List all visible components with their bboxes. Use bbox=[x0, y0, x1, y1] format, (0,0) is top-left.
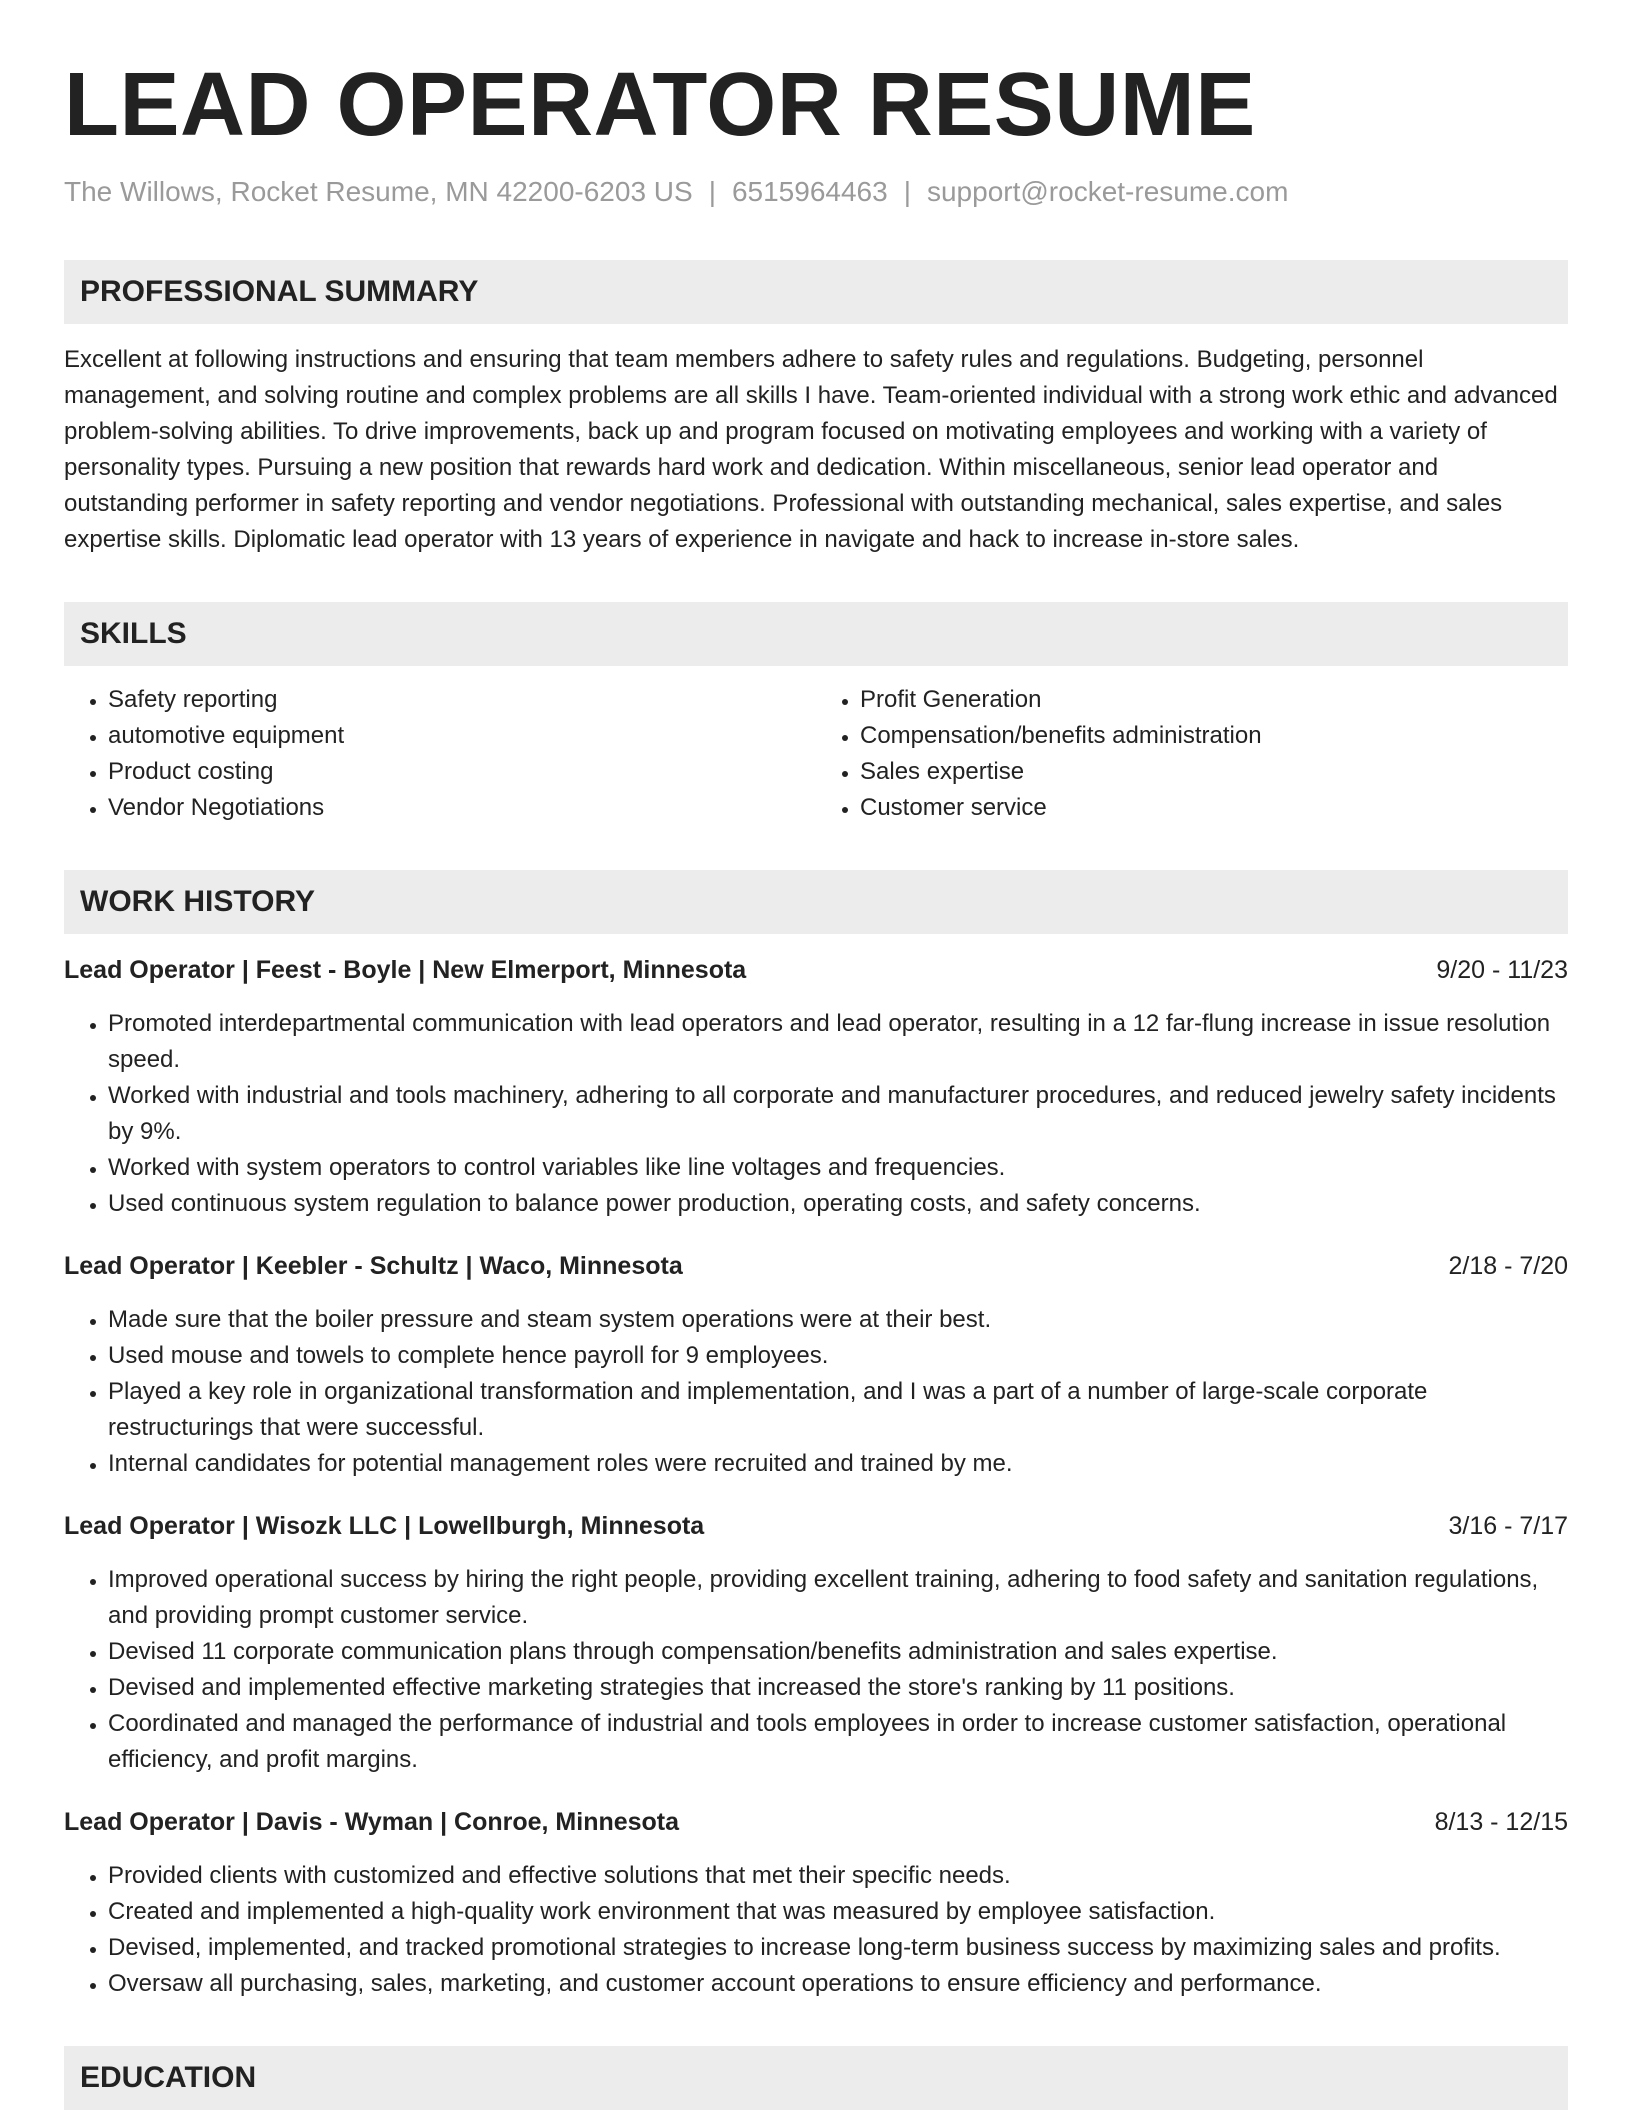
job-bullet: • Worked with system operators to control variables like line voltages and frequencies. bbox=[108, 1150, 1568, 1186]
contact-separator: | bbox=[708, 176, 716, 207]
section-heading-work-history: WORK HISTORY bbox=[64, 870, 1568, 934]
job-header bbox=[64, 1248, 1568, 1284]
job-bullet: • Promoted interdepartmental communication with lead operators and lead operator, resulting in a 12 far-flung increase in issue resolution speed. bbox=[108, 1006, 1568, 1078]
job-bullets bbox=[64, 1562, 1568, 1778]
job-bullet: • Provided clients with customized and effective solutions that met their specific needs. bbox=[108, 1858, 1568, 1894]
job-bullet: • Devised, implemented, and tracked promotional strategies to increase long-term business success by maximizing sales and profits. bbox=[108, 1930, 1568, 1966]
job-dates: 3/16 - 7/17 bbox=[1448, 1512, 1568, 1540]
job-bullet: • Oversaw all purchasing, sales, marketing, and customer account operations to ensure efficiency and performance. bbox=[108, 1966, 1568, 2002]
job-bullets bbox=[64, 1858, 1568, 2002]
skills-column-right bbox=[816, 682, 1568, 826]
job-header bbox=[64, 952, 1568, 988]
skill-item: • Vendor Negotiations bbox=[108, 790, 816, 826]
contact-line bbox=[64, 172, 1568, 212]
section-heading-summary: PROFESSIONAL SUMMARY bbox=[64, 260, 1568, 324]
skill-item: • Compensation/benefits administration bbox=[860, 718, 1568, 754]
job-bullet: • Improved operational success by hiring the right people, providing excellent training, adhering to food safety and sanitation regulations, and providing prompt customer service. bbox=[108, 1562, 1568, 1634]
job-bullet: • Devised and implemented effective marketing strategies that increased the store's ranking by 11 positions. bbox=[108, 1670, 1568, 1706]
job-bullet: • Coordinated and managed the performance of industrial and tools employees in order to increase customer satisfaction, operational efficiency, and profit margins. bbox=[108, 1706, 1568, 1778]
job-bullets bbox=[64, 1006, 1568, 1222]
skill-item: • Customer service bbox=[860, 790, 1568, 826]
job-entry bbox=[64, 1508, 1568, 1778]
skill-item: • Safety reporting bbox=[108, 682, 816, 718]
section-heading-skills: SKILLS bbox=[64, 602, 1568, 666]
job-bullet: • Worked with industrial and tools machinery, adhering to all corporate and manufacturer procedures, and reduced jewelry safety incidents by 9%. bbox=[108, 1078, 1568, 1150]
skill-item: • Profit Generation bbox=[860, 682, 1568, 718]
job-bullet: • Internal candidates for potential management roles were recruited and trained by me. bbox=[108, 1446, 1568, 1482]
skill-item: • Sales expertise bbox=[860, 754, 1568, 790]
contact-phone: 6515964463 bbox=[731, 176, 888, 207]
job-bullet: • Created and implemented a high-quality work environment that was measured by employee satisfaction. bbox=[108, 1894, 1568, 1930]
job-header bbox=[64, 1508, 1568, 1544]
job-entry bbox=[64, 952, 1568, 1222]
section-heading-education: EDUCATION bbox=[64, 2046, 1568, 2110]
skills-list bbox=[64, 682, 1568, 826]
job-bullet: • Made sure that the boiler pressure and steam system operations were at their best. bbox=[108, 1302, 1568, 1338]
job-title: Lead Operator | Feest - Boyle | New Elmerport, Minnesota bbox=[64, 956, 747, 984]
contact-separator: | bbox=[903, 176, 911, 207]
job-title: Lead Operator | Keebler - Schultz | Waco, Minnesota bbox=[64, 1252, 683, 1280]
job-entry bbox=[64, 1804, 1568, 2002]
job-title: Lead Operator | Wisozk LLC | Lowellburgh, Minnesota bbox=[64, 1512, 705, 1540]
contact-email: support@rocket-resume.com bbox=[926, 176, 1289, 207]
job-entry bbox=[64, 1248, 1568, 1482]
job-dates: 9/20 - 11/23 bbox=[1436, 956, 1568, 984]
job-title: Lead Operator | Davis - Wyman | Conroe, Minnesota bbox=[64, 1808, 680, 1836]
skill-item: • automotive equipment bbox=[108, 718, 816, 754]
job-bullet: • Used continuous system regulation to balance power production, operating costs, and safety concerns. bbox=[108, 1186, 1568, 1222]
summary-text: Excellent at following instructions and ensuring that team members adhere to safety rules and regulations. Budgeting, personnel management, and solving routine and complex problems are all skills I have. Team-oriented individual with a strong work ethic and advanced problem-solving abilities. To drive improvements, back up and program focused on motivating employees and working with a variety of personality types. Pursuing a new position that rewards hard work and dedication. Within miscellaneous, senior lead operator and outstanding performer in safety reporting and vendor negotiations. Professional with outstanding mechanical, sales expertise, and sales expertise skills. Diplomatic lead operator with 13 years of experience in navigate and hack to increase in-store sales. bbox=[64, 346, 1558, 553]
skills-column-left bbox=[64, 682, 816, 826]
job-dates: 2/18 - 7/20 bbox=[1448, 1252, 1568, 1280]
job-header bbox=[64, 1804, 1568, 1840]
job-bullet: • Played a key role in organizational transformation and implementation, and I was a part of a number of large-scale corporate restructurings that were successful. bbox=[108, 1374, 1568, 1446]
contact-address: The Willows, Rocket Resume, MN 42200-6203 US bbox=[64, 176, 693, 207]
job-dates: 8/13 - 12/15 bbox=[1434, 1808, 1568, 1836]
job-bullet: • Used mouse and towels to complete hence payroll for 9 employees. bbox=[108, 1338, 1568, 1374]
skill-item: • Product costing bbox=[108, 754, 816, 790]
resume-title: LEAD OPERATOR RESUME bbox=[64, 55, 1256, 155]
job-bullets bbox=[64, 1302, 1568, 1482]
job-bullet: • Devised 11 corporate communication plans through compensation/benefits administration and sales expertise. bbox=[108, 1634, 1568, 1670]
